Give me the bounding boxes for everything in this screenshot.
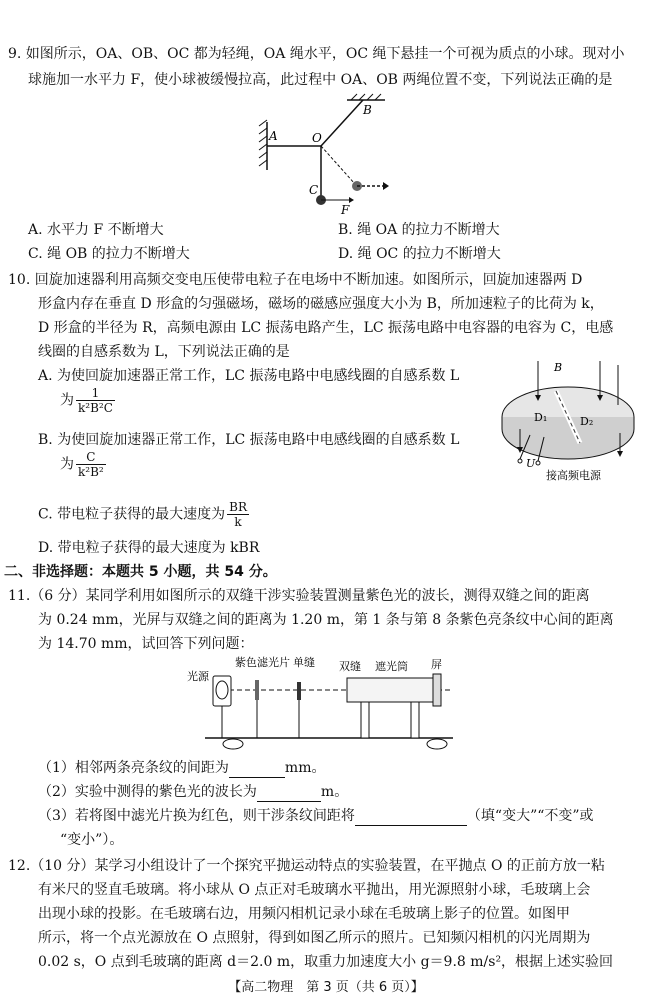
label-a: A: [269, 129, 278, 143]
q11-sub2: （2）实验中测得的紫色光的波长为 m。: [38, 784, 349, 800]
q10-stem-line2: 形盒内存在垂直 D 形盒的匀强磁场，磁场的磁感应强度大小为 B，所加速粒子的比荷为 k，: [38, 296, 604, 312]
q11-stem-line2: 为 0.24 mm，光屏与双缝之间的距离为 1.20 m，第 1 条与第 8 条紫色亮条纹中心间的距离: [38, 612, 614, 628]
q11-stem-line1: 11.（6 分）某同学利用如图所示的双缝干涉实验装置测量紫色光的波长，测得双缝之间的距离: [8, 588, 590, 604]
label-double-slit: 双缝: [339, 660, 361, 673]
rope-oc-dashed: [321, 146, 355, 184]
label-b: B: [363, 103, 372, 117]
answer-blank-2[interactable]: [257, 785, 321, 802]
q10-option-a-formula: 为 $\frac{1}{\text{k²B²C}}$: [60, 386, 113, 415]
q12-stem-line1: 12.（10 分）某学习小组设计了一个探究平抛运动特点的实验装置，在平抛点 O 的正前方放一粘: [8, 858, 605, 874]
q10-stem-line3: D 形盒的半径为 R，高频电源由 LC 振荡电路产生，LC 振荡电路中电容器的电容为 C，电感: [38, 320, 614, 336]
answer-blank-1[interactable]: [229, 761, 285, 778]
q9-stem-line1: 9. 如图所示，OA、OB、OC 都为轻绳，OA 绳水平，OC 绳下悬挂一个可视为质点的小球。现对小: [8, 46, 625, 62]
q11-apparatus-figure: [185, 656, 465, 752]
q9-ceiling-hatching: [347, 94, 385, 100]
rope-ob: [321, 100, 363, 146]
q9-option-d: D. 绳 OC 的拉力不断增大: [338, 246, 501, 262]
label-o: O: [312, 131, 322, 145]
label-single-slit: 单缝: [293, 656, 315, 669]
label-source: 光源: [187, 670, 209, 683]
q10-cyclotron-figure: [500, 355, 642, 485]
q10-stem-line1: 10. 回旋加速器利用高频交变电压使带电粒子在电场中不断加速。如图所示，回旋加速器两 D: [8, 272, 583, 288]
label-filter: 紫色滤光片: [235, 656, 290, 669]
label-tube: 遮光筒: [375, 660, 408, 673]
label-f: F: [341, 203, 350, 217]
label-d1: D₁: [534, 411, 548, 424]
label-screen: 屏: [431, 658, 442, 671]
q10-option-c: C. 带电粒子获得的最大速度为 $\frac{BR}{k}$: [38, 500, 247, 529]
q10-option-b-formula: 为 $\frac{C}{\text{k²B²}}$: [60, 450, 104, 479]
q12-stem-line2: 有米尺的竖直毛玻璃。将小球从 O 点正对毛玻璃水平抛出，用光源照射小球，毛玻璃上会: [38, 882, 591, 898]
q9-option-a: A. 水平力 F 不断增大: [28, 222, 164, 238]
label-power: 接高频电源: [546, 469, 601, 482]
label-b-field: B: [554, 361, 563, 374]
q9-wall-hatching: [259, 120, 267, 170]
q11-sub3: （3）若将图中滤光片换为红色，则干涉条纹间距将 （填“变大”“不变”或: [38, 808, 594, 824]
q10-option-d: D. 带电粒子获得的最大速度为 kBR: [38, 540, 260, 556]
q11-sub1: （1）相邻两条亮条纹的间距为 mm。: [38, 760, 326, 776]
q12-stem-line3: 出现小球的投影。在毛玻璃右边，用频闪相机记录小球在毛玻璃上影子的位置。如图甲: [38, 906, 570, 922]
q12-stem-line5: 0.02 s，O 点到毛玻璃的距离 d＝2.0 m，取重力加速度大小 g＝9.8 m/s²，根据上述实验回: [38, 954, 614, 970]
q10-stem-line4: 线圈的自感系数为 L，下列说法正确的是: [38, 344, 290, 360]
label-d2: D₂: [580, 415, 594, 428]
q10-option-a: A. 为使回旋加速器正常工作，LC 振荡电路中电感线圈的自感系数 L: [38, 368, 460, 384]
section-title: 二、非选择题：本题共 5 小题，共 54 分。: [4, 564, 277, 580]
q9-stem-line2: 球施加一水平力 F，使小球被缓慢拉高，此过程中 OA、OB 两绳位置不变，下列说法正确的是: [28, 72, 613, 88]
label-c: C: [309, 183, 319, 197]
q9-option-c: C. 绳 OB 的拉力不断增大: [28, 246, 190, 262]
q11-sub3-cont: “变小”）。: [60, 832, 124, 848]
label-u: U: [526, 457, 536, 470]
answer-blank-3[interactable]: [355, 809, 467, 826]
q11-stem-line3: 为 14.70 mm，试回答下列问题：: [38, 636, 254, 652]
q10-option-b: B. 为使回旋加速器正常工作，LC 振荡电路中电感线圈的自感系数 L: [38, 432, 460, 448]
page-footer: 【高二物理 第 3 页（共 6 页）】: [228, 980, 424, 995]
q9-figure: [255, 92, 415, 218]
q9-option-b: B. 绳 OA 的拉力不断增大: [338, 222, 500, 238]
q12-stem-line4: 所示，将一个点光源放在 O 点照射，得到如图乙所示的照片。已知频闪相机的闪光周期为: [38, 930, 591, 946]
